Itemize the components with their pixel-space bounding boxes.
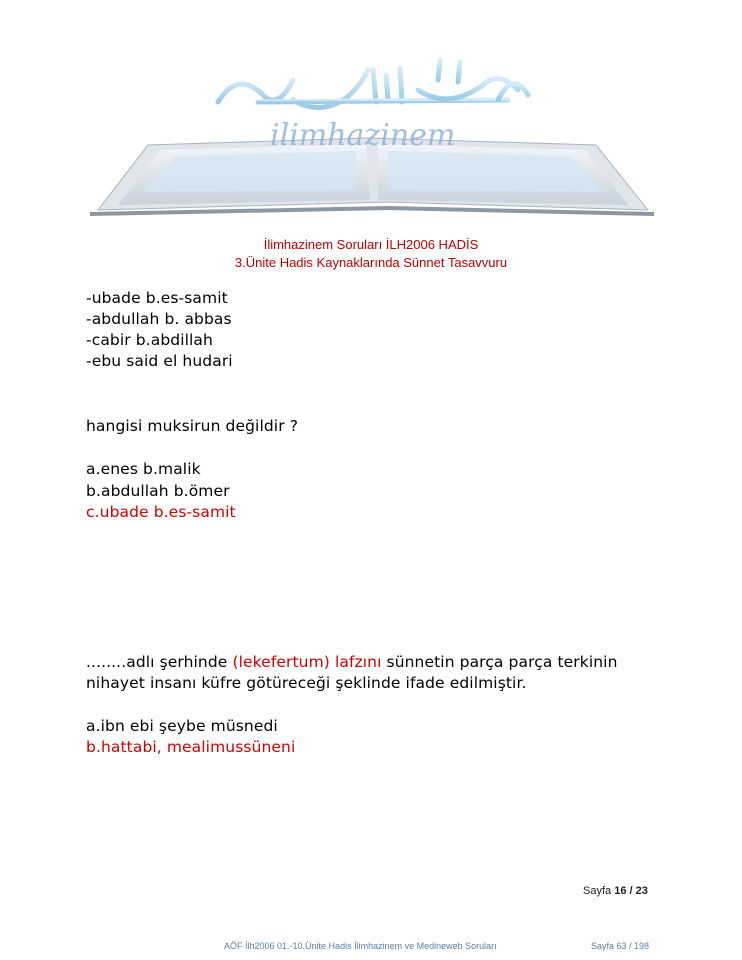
correct-answer-option: c.ubade b.es-samit bbox=[86, 503, 236, 521]
list-item: -ubade b.es-samit bbox=[86, 289, 228, 307]
page-total: 23 bbox=[635, 885, 648, 897]
page-subtitle: 3.Ünite Hadis Kaynaklarında Sünnet Tasavvuru bbox=[234, 255, 508, 270]
page-current: 16 bbox=[614, 885, 627, 897]
answer-option: b.abdullah b.ömer bbox=[86, 482, 230, 500]
page-label: Sayfa bbox=[583, 885, 612, 897]
page-number bbox=[583, 885, 648, 897]
correct-answer-option: b.hattabi, mealimussüneni bbox=[86, 738, 296, 756]
list-item: -ebu said el hudari bbox=[86, 352, 233, 370]
question-text-line: nihayet insanı küfre götüreceği şeklinde ifade edilmiştir. bbox=[86, 674, 527, 692]
question-text-part: sünnetin parça parça terkinin bbox=[381, 653, 618, 671]
question-text-part: ........adlı şerhinde bbox=[86, 653, 233, 671]
footer-page-count: Sayfa 63 / 198 bbox=[591, 941, 650, 951]
answer-option: a.ibn ebi şeybe müsnedi bbox=[86, 717, 278, 735]
page-separator: / bbox=[629, 885, 633, 897]
question-text bbox=[86, 653, 618, 671]
question-text: hangisi muksirun değildir ? bbox=[86, 417, 299, 435]
watermark-text: ilimhazinem bbox=[270, 118, 456, 153]
answer-option: a.enes b.malik bbox=[86, 460, 201, 478]
list-item: -cabir b.abdillah bbox=[86, 331, 213, 349]
footer-source: AÖF İlh2006 01.-10.Ünite Hadis İlimhazinem ve Medineweb Soruları bbox=[224, 941, 497, 951]
list-item: -abdullah b. abbas bbox=[86, 310, 232, 328]
page-title: İlimhazinem Soruları İLH2006 HADİS bbox=[263, 237, 479, 252]
calligraphy-basmala bbox=[218, 60, 528, 108]
highlighted-term: (lekefertum) lafzını bbox=[232, 653, 382, 671]
